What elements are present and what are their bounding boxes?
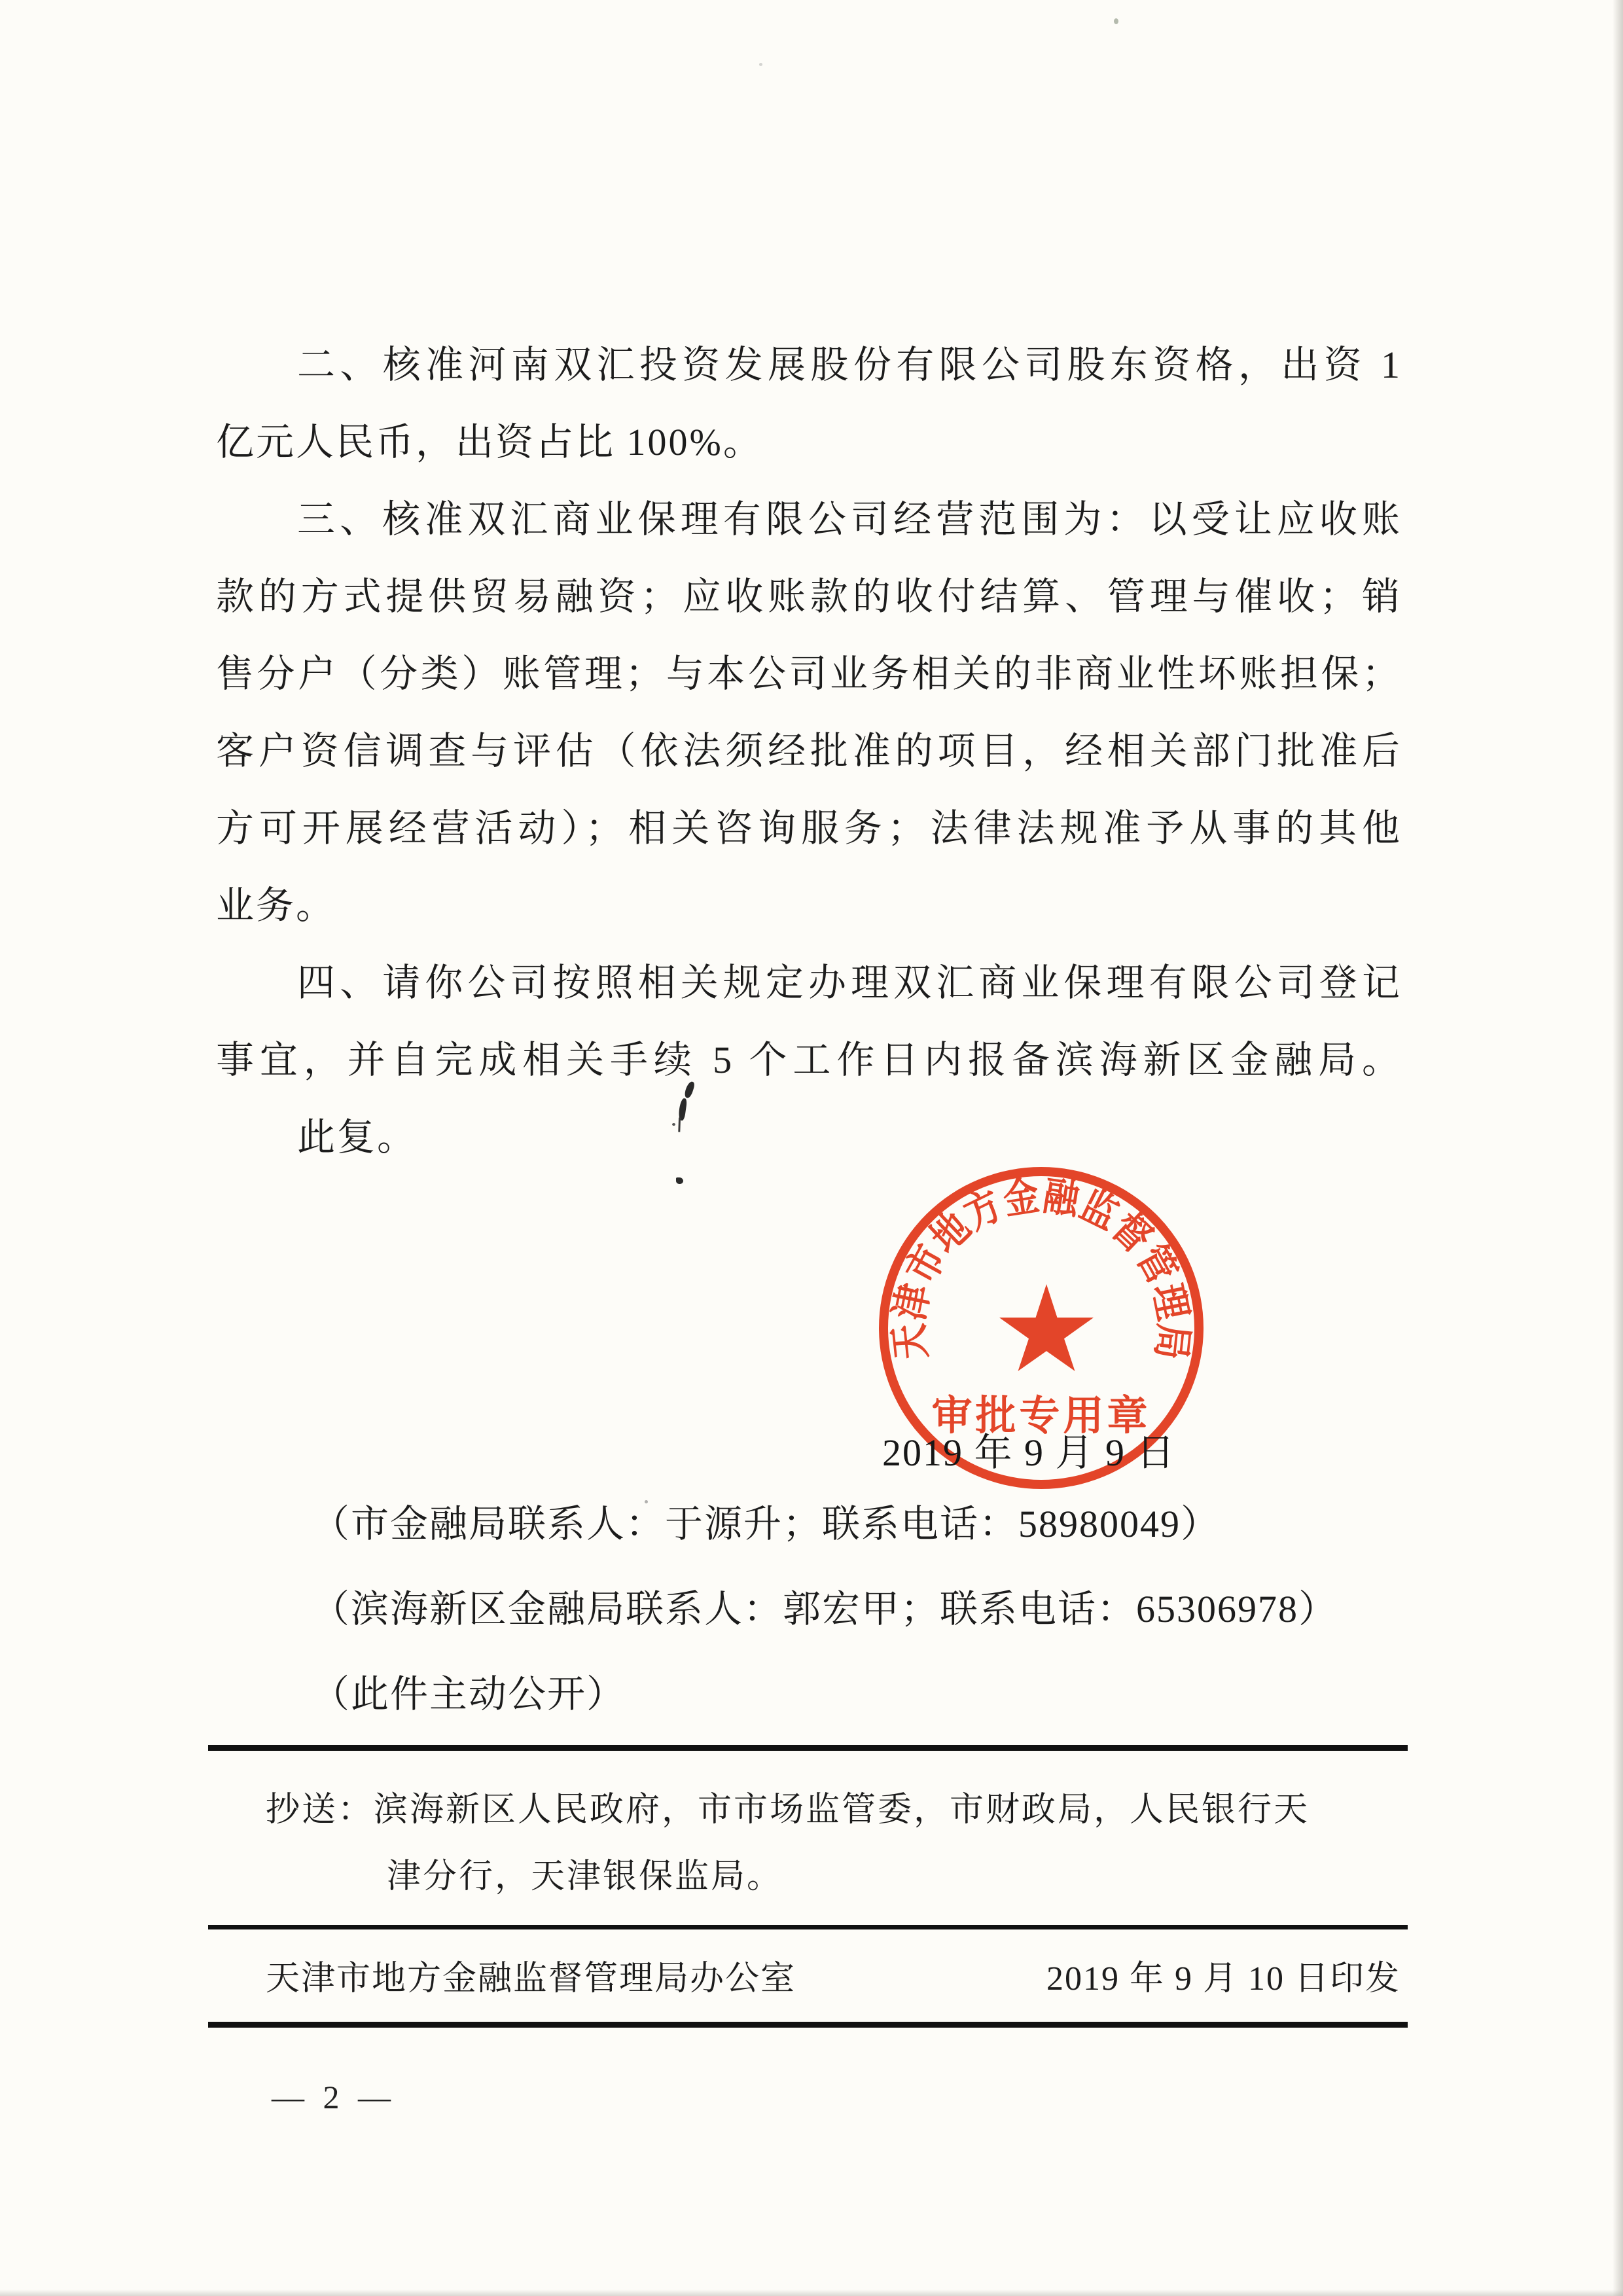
contact-line-city: （市金融局联系人：于源升；联系电话：58980049） bbox=[312, 1503, 1221, 1545]
scan-speck bbox=[1114, 18, 1118, 24]
scan-edge-right bbox=[1613, 0, 1623, 2296]
body-line: 事宜，并自完成相关手续 5 个工作日内报备滨海新区金融局。 bbox=[216, 1039, 1402, 1081]
seal-arc-char: 管 bbox=[1128, 1238, 1185, 1291]
body-line: 方可开展经营活动）；相关咨询服务；法律法规准予从事的其他 bbox=[216, 807, 1402, 850]
body-line: 业务。 bbox=[216, 884, 336, 927]
body-line: 亿元人民币，出资占比 100%。 bbox=[216, 421, 763, 463]
body-text bbox=[216, 327, 1402, 1176]
print-date: 2019 年 9 月 10 日印发 bbox=[1046, 1960, 1400, 1998]
issuing-office: 天津市地方金融监督管理局办公室 bbox=[266, 1960, 796, 1998]
body-line: 此复。 bbox=[297, 1116, 418, 1158]
divider-rule-bottom bbox=[208, 2022, 1408, 2028]
seal-arc-char: 督 bbox=[1103, 1204, 1160, 1262]
body-line: 售分户（分类）账管理；与本公司业务相关的非商业性坏账担保； bbox=[216, 653, 1402, 695]
body-line: 款的方式提供贸易融资；应收账款的收付结算、管理与催收；销 bbox=[216, 575, 1402, 618]
scan-speck bbox=[759, 63, 762, 66]
seal-arc-char: 方 bbox=[957, 1181, 1009, 1238]
body-line: 三、核准双汇商业保理有限公司经营范围为：以受让应收账 bbox=[297, 498, 1402, 541]
divider-rule-middle bbox=[208, 1925, 1408, 1929]
footer-row bbox=[266, 1950, 1400, 2000]
seal-arc-char: 理 bbox=[1144, 1280, 1196, 1324]
seal-arc-char: 市 bbox=[897, 1238, 955, 1291]
disclosure-note: （此件主动公开） bbox=[312, 1673, 626, 1715]
seal-arc-char: 监 bbox=[1073, 1181, 1126, 1238]
cc-line-2: 津分行，天津银保监局。 bbox=[387, 1858, 783, 1895]
body-line: 二、核准河南双汇投资发展股份有限公司股东资格，出资 1 bbox=[297, 344, 1402, 386]
seal-arc-char: 津 bbox=[887, 1280, 938, 1324]
seal-arc-char: 地 bbox=[922, 1204, 979, 1262]
seal-arc-char: 局 bbox=[1147, 1321, 1196, 1362]
seal-arc-char: 天 bbox=[886, 1321, 935, 1362]
body-line: 四、请你公司按照相关规定办理双汇商业保理有限公司登记 bbox=[297, 961, 1402, 1004]
ink-dot bbox=[672, 1123, 675, 1126]
seal-arc-char: 融 bbox=[1040, 1173, 1082, 1223]
ink-dot bbox=[676, 1177, 683, 1184]
contact-line-binhai: （滨海新区金融局联系人：郭宏甲；联系电话：65306978） bbox=[312, 1588, 1338, 1630]
seal-badge-text: 审批专用章 bbox=[931, 1394, 1151, 1439]
scan-edge-bottom bbox=[0, 2289, 1623, 2296]
seal-arc-char: 金 bbox=[1000, 1173, 1043, 1223]
page-number: — 2 — bbox=[272, 2079, 396, 2115]
issue-date: 2019 年 9 月 9 日 bbox=[882, 1431, 1176, 1474]
divider-rule-top bbox=[208, 1745, 1408, 1751]
body-line: 客户资信调查与评估（依法须经批准的项目，经相关部门批准后 bbox=[216, 730, 1402, 772]
cc-line-1: 抄送：滨海新区人民政府，市市场监管委，市财政局，人民银行天 bbox=[266, 1791, 1310, 1829]
